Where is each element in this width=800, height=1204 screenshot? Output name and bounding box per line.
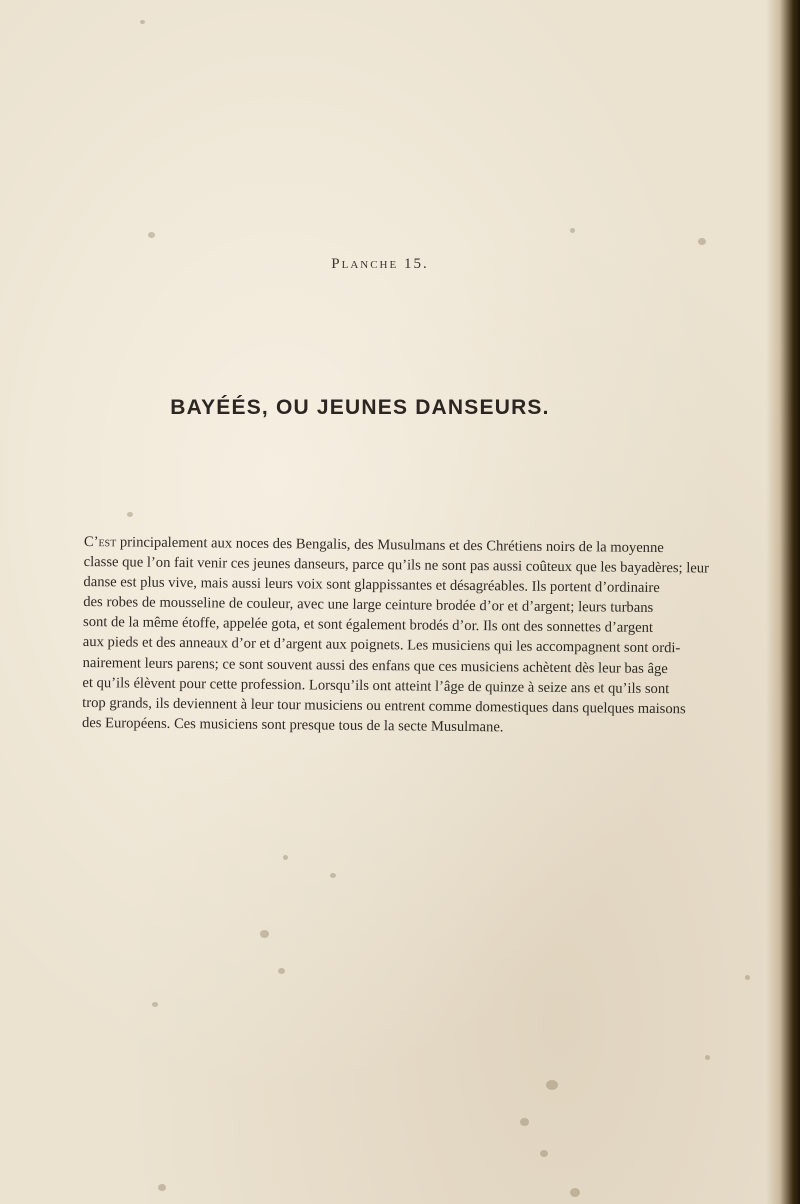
paragraph-line: danse est plus vive, mais aussi leurs voix sont glappissantes et désagréables. Ils portent d’ordinaire: [83, 574, 660, 597]
paragraph-line: et qu’ils élèvent pour cette profession. Lorsqu’ils ont atteint l’âge de quinze à seize ans et qu’ils sont: [82, 674, 670, 697]
lead-word: C’est: [83, 533, 117, 551]
page-title: BAYÉÉS, OU JEUNES DANSEURS.: [170, 396, 550, 419]
foxing-spot: [260, 930, 269, 938]
foxing-spot: [570, 228, 575, 233]
paragraph-line: des robes de mousseline de couleur, avec une large ceinture brodée d’or et d’argent; leurs turbans: [83, 594, 654, 617]
foxing-spot: [520, 1118, 529, 1126]
foxing-spot: [540, 1150, 548, 1157]
foxing-spot: [152, 1002, 158, 1007]
foxing-spot: [127, 512, 133, 517]
foxing-spot: [330, 873, 336, 878]
paragraph-line: nairement leurs parens; ce sont souvent aussi des enfans que ces musiciens achètent dès leur bas âge: [82, 654, 668, 677]
foxing-spot: [278, 968, 285, 974]
foxing-spot: [705, 1055, 710, 1060]
body-paragraph: [81, 532, 710, 739]
foxing-spot: [698, 238, 706, 245]
paragraph-line: sont de la même étoffe, appelée gota, et sont également brodés d’or. Ils ont des sonnettes d’argent: [82, 614, 654, 637]
paragraph-line: aux pieds et des anneaux d’or et d’argent aux poignets. Les musiciens qui les accompagnent sont ordi-: [82, 634, 681, 657]
paragraph-line: trop grands, ils deviennent à leur tour musiciens ou entrent comme domestiques dans quelques maisons: [82, 694, 686, 718]
plate-label: Planche 15.: [331, 256, 429, 272]
foxing-spot: [148, 232, 155, 238]
foxing-spot: [570, 1188, 580, 1197]
paragraph-line: classe que l’on fait venir ces jeunes danseurs, parce qu’ils ne sont pas aussi coûteux que les bayadères; leur: [83, 554, 710, 577]
page-binding-edge: [766, 0, 800, 1204]
paragraph-line: C’est principalement aux noces des Bengalis, des Musulmans et des Chrétiens noirs de la moyenne: [83, 533, 664, 557]
foxing-spot: [745, 975, 750, 980]
foxing-spot: [158, 1184, 166, 1191]
foxing-spot: [283, 855, 288, 860]
paragraph-line: des Européens. Ces musiciens sont presque tous de la secte Musulmane.: [81, 714, 504, 736]
foxing-spot: [140, 20, 145, 24]
foxing-spot: [546, 1080, 558, 1090]
